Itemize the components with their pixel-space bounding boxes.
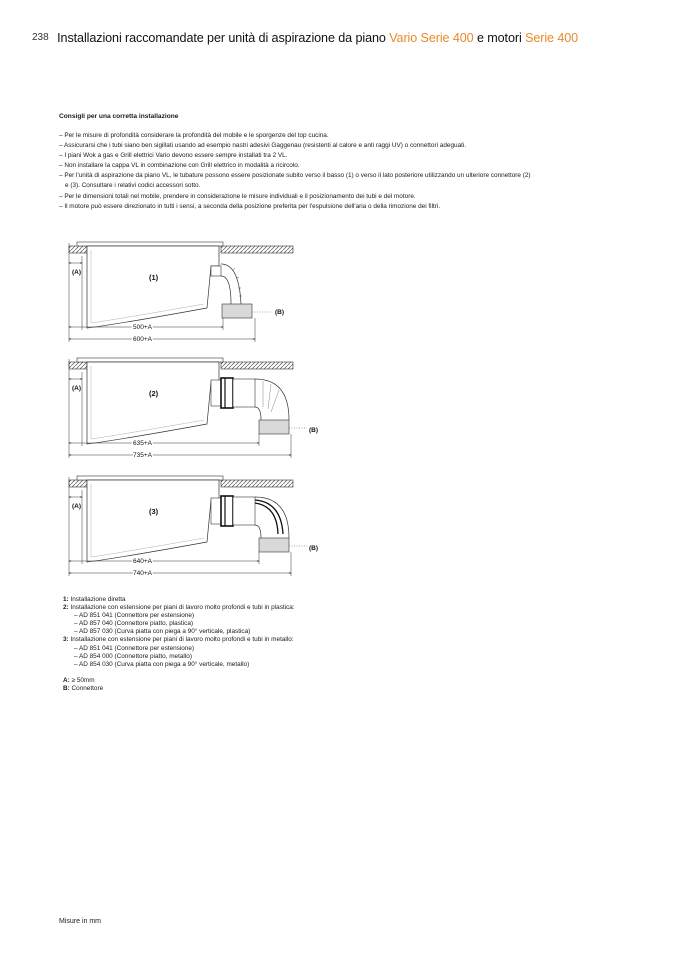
diagram-number: (1) (149, 273, 159, 282)
motor-box (259, 538, 289, 552)
hob-frame (77, 358, 223, 362)
title-text-2: e motori (473, 31, 526, 45)
dim-outer: 735+A (133, 452, 152, 459)
hob-frame (77, 476, 223, 480)
legend-subline: – AD 857 040 (Connettore piatto, plastica) (74, 620, 194, 628)
page-header (32, 29, 652, 47)
dim-outer: 740+A (133, 570, 152, 577)
appliance-body (87, 246, 219, 328)
advice-item: – Per le dimensioni totali nel mobile, prendere in considerazione le misure individuali e il posizionamento dei tubi e del motore. (59, 192, 416, 200)
advice-item: – I piani Wok a gas e Grill elettrici Vario devono essere sempre installati tra 2 VL. (59, 152, 288, 160)
elbow-bend (255, 379, 289, 420)
connector-stub (211, 380, 221, 406)
motor-box (259, 420, 289, 434)
worktop-left (69, 362, 87, 369)
legend-subline: – AD 851 041 (Connettore per estensione) (74, 612, 195, 620)
legend-line: 2: Installazione con estensione per piani di lavoro molto profondi e tubi in plastica: (63, 604, 295, 612)
diagram-2 (69, 358, 318, 459)
advice-item: – Il motore può essere direzionato in tutti i sensi, a seconda della posizione preferita per l'espulsione dell'aria o della rimozione dei filtri. (59, 202, 441, 210)
label-b: (B) (309, 427, 319, 434)
legend-subline: – AD 857 030 (Curva piatta con piega a 90° verticale, plastica) (74, 628, 251, 636)
dim-outer: 600+A (133, 336, 152, 343)
worktop-right (221, 480, 293, 487)
connector-stub (211, 266, 221, 276)
worktop-left (69, 246, 87, 253)
hob-frame (77, 242, 223, 246)
legend (63, 596, 295, 693)
title-highlight-vario: Vario Serie 400 (389, 31, 474, 45)
diagram-1 (69, 242, 293, 343)
appliance-body (87, 362, 219, 444)
legend-line: 1: Installazione diretta (63, 596, 126, 603)
legend-note: B: Connettore (63, 684, 104, 692)
dim-inner: 635+A (133, 440, 152, 447)
worktop-left (69, 480, 87, 487)
elbow-bend (255, 497, 289, 538)
extension-connector (221, 496, 233, 526)
page-title (57, 31, 578, 45)
dim-inner: 500+A (133, 324, 152, 331)
legend-subline: – AD 854 030 (Curva piatta con piega a 90° verticale, metallo) (74, 660, 250, 668)
flat-connector (233, 379, 255, 407)
advice-heading: Consigli per una corretta installazione (59, 113, 179, 120)
appliance-body (87, 480, 219, 562)
advice-item: – Assicurarsi che i tubi siano ben sigillati usando ad esempio nastri adesivi Gaggenau (resistenti al calore e anti raggi UV) o connettori adeguati. (59, 142, 467, 150)
label-a: (A) (72, 385, 82, 392)
advice-item-continuation: e (3). Consultare i relativi codici accessori sotto. (65, 182, 201, 190)
legend-subline: – AD 854 000 (Connettore piatto, metallo) (74, 652, 192, 660)
worktop-right (221, 246, 293, 253)
dim-inner: 640+A (133, 558, 152, 565)
label-a: (A) (72, 269, 82, 276)
worktop-right (221, 362, 293, 369)
connector-stub (211, 498, 221, 524)
advice-list (59, 131, 639, 212)
diagram-number: (2) (149, 389, 159, 398)
flat-connector (233, 497, 255, 525)
motor-box (222, 304, 252, 318)
advice-item: – Non installare la cappa VL in combinazione con Grill elettrico in modalità a ricircolo. (59, 162, 300, 170)
label-b: (B) (309, 545, 319, 552)
installation-diagrams (59, 238, 359, 583)
duct-bend (221, 264, 241, 304)
title-highlight-serie: Serie 400 (525, 31, 579, 45)
advice-item: – Per l'unità di aspirazione da piano VL, le tubature possono essere posizionate subito verso il basso (1) o verso il lato posteriore utilizzando un ulteriore connettore (2) (59, 172, 531, 180)
legend-subline: – AD 851 041 (Connettore per estensione) (74, 644, 195, 652)
extension-connector (221, 378, 233, 408)
title-text-1: Installazioni raccomandate per unità di aspirazione da piano (57, 31, 390, 45)
footer-note: Misure in mm (59, 918, 102, 925)
legend-note: A: ≥ 50mm (63, 676, 95, 684)
legend-line: 3: Installazione con estensione per piani di lavoro molto profondi e tubi in metallo: (63, 636, 294, 644)
advice-item: – Per le misure di profondità considerare la profondità del mobile e le sporgenze del top cucina. (59, 132, 329, 139)
page-number: 238 (32, 32, 49, 43)
label-a: (A) (72, 503, 82, 510)
label-b: (B) (275, 309, 285, 316)
diagram-3 (69, 476, 318, 577)
diagram-number: (3) (149, 507, 159, 516)
